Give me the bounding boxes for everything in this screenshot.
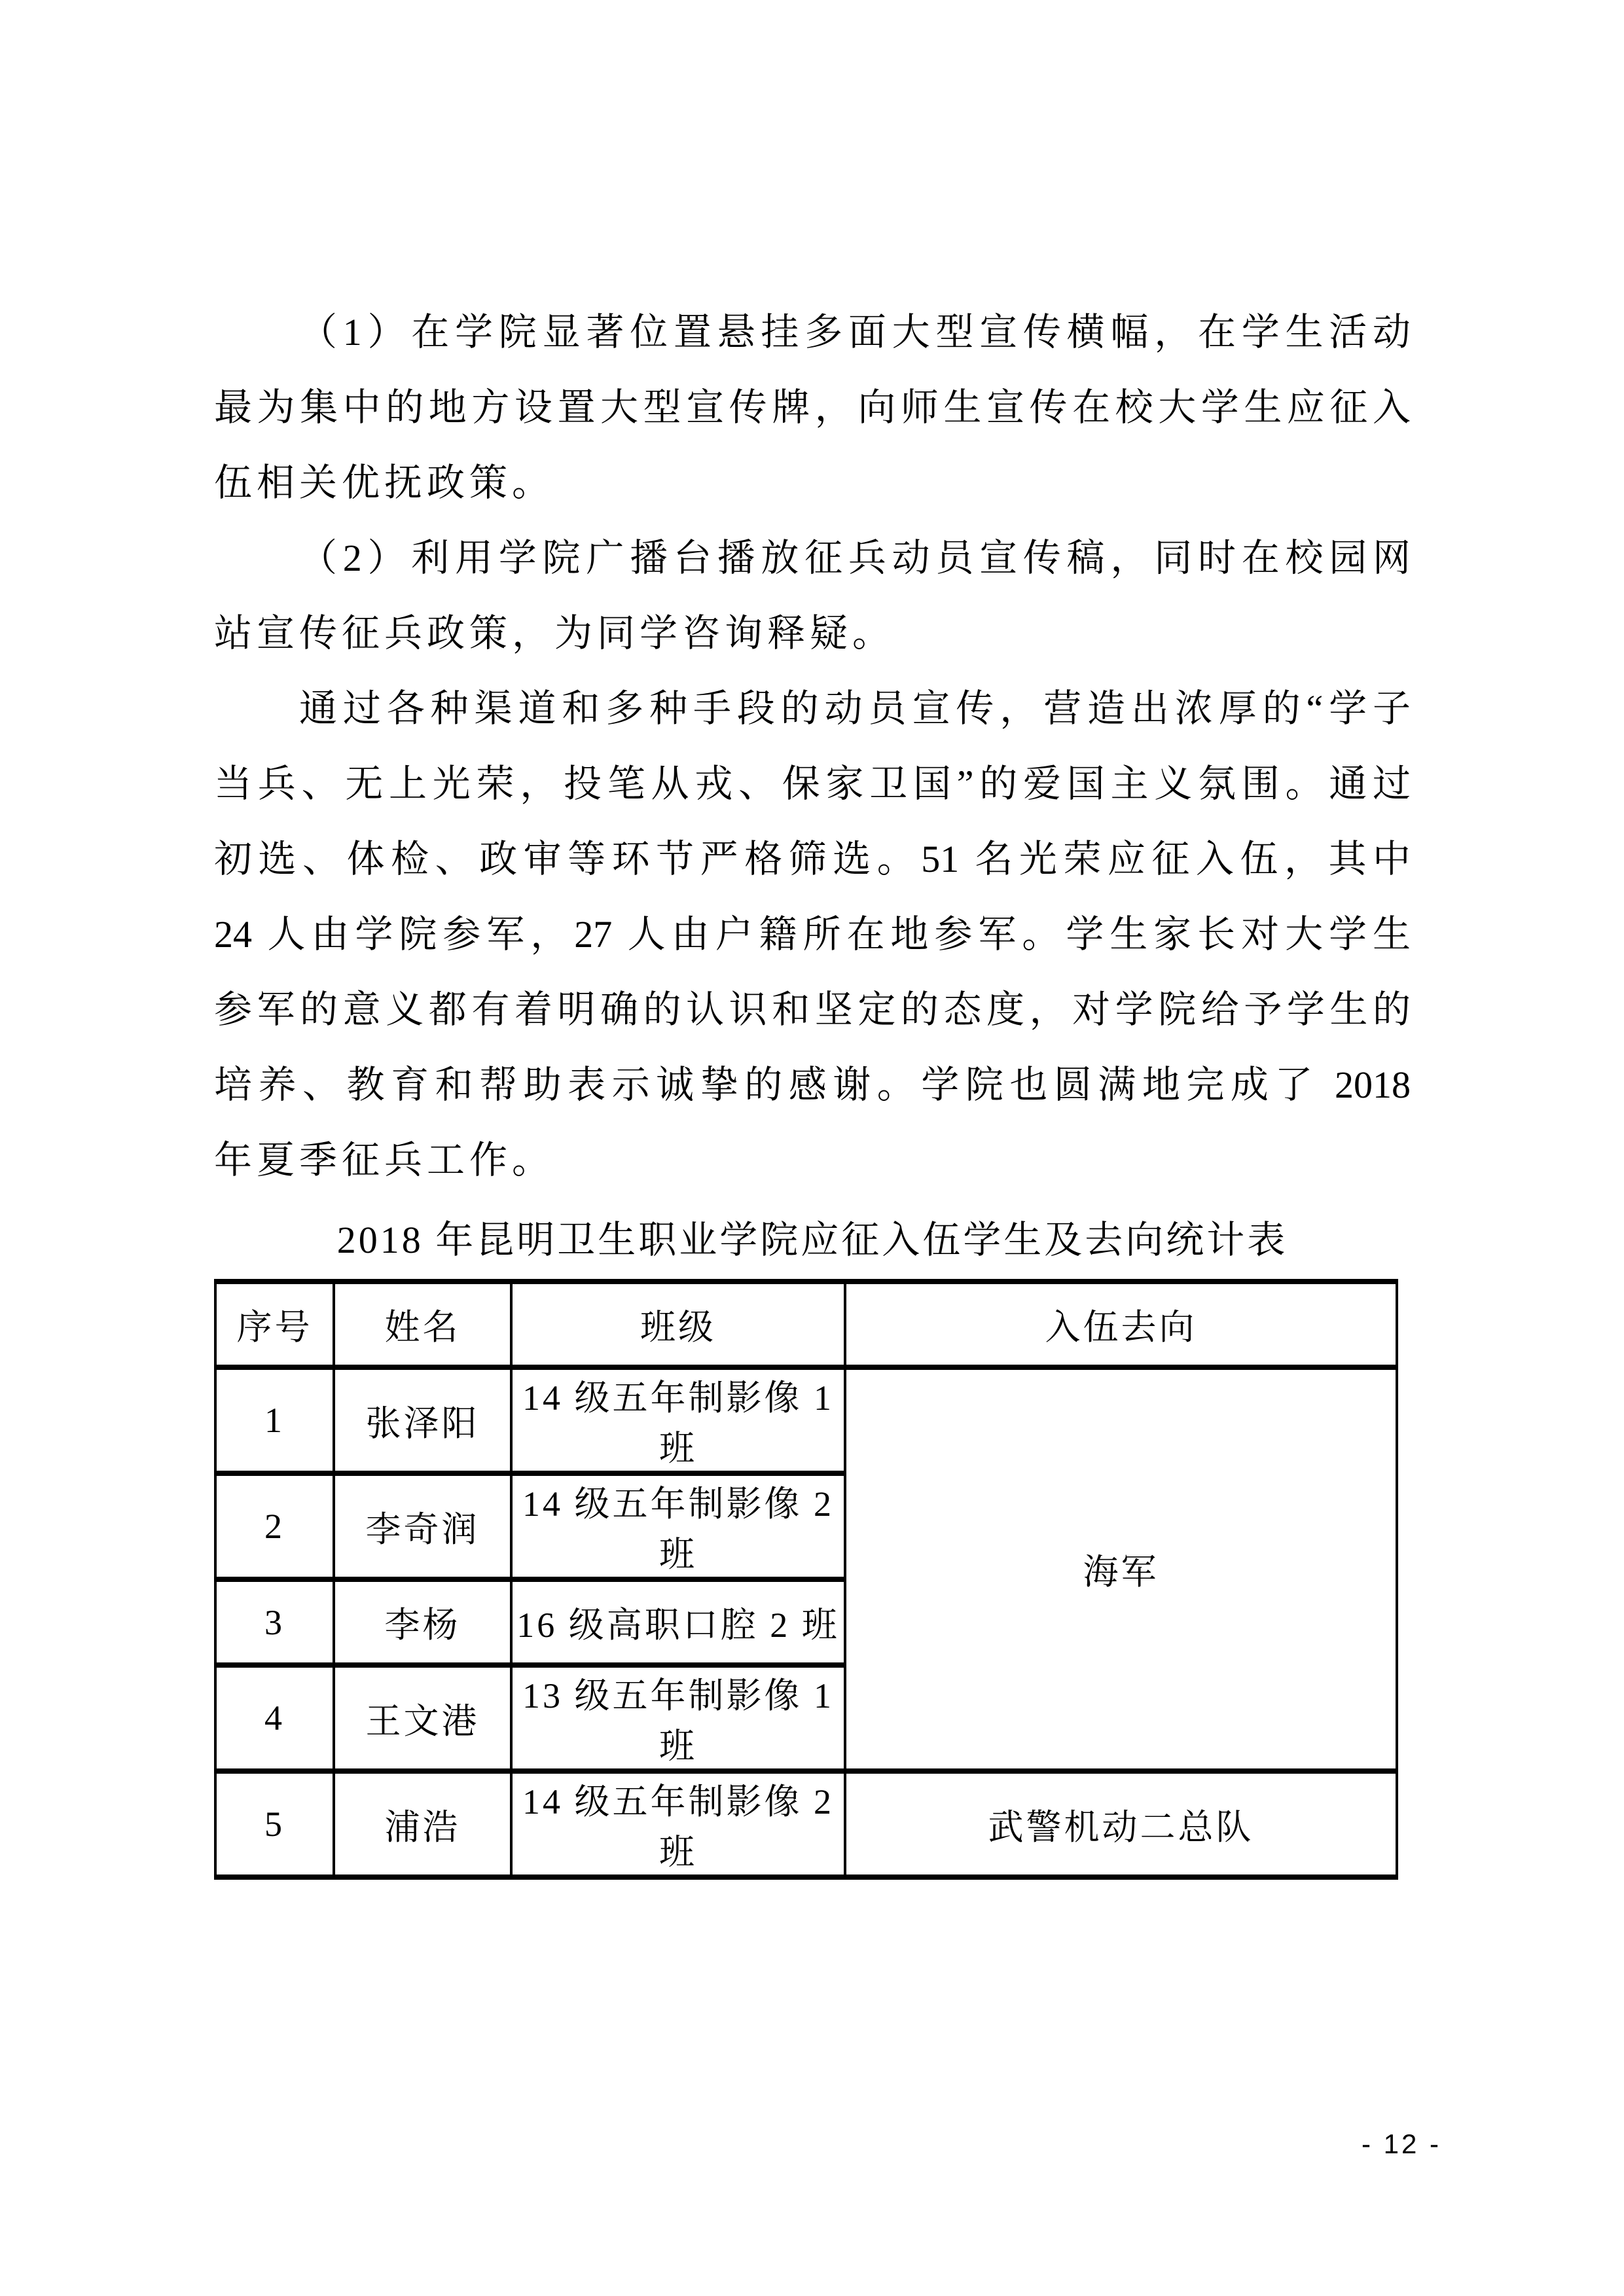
cell-class: 13 级五年制影像 1 班 [511,1665,845,1771]
cell-class: 16 级高职口腔 2 班 [511,1579,845,1665]
cell-class: 14 级五年制影像 1 班 [511,1367,845,1473]
body-line: 站宣传征兵政策，为同学咨询释疑。 [214,612,895,655]
body-line: 初选、体检、政审等环节严格筛选。51 名光荣应征入伍，其中 [214,838,1411,880]
header-no: 序号 [215,1282,334,1367]
body-line: 当兵、无上光荣，投笔从戎、保家卫国”的爱国主义氛围。通过 [214,762,1411,805]
cell-destination: 武警机动二总队 [845,1771,1397,1877]
table-header-row [215,1282,1397,1367]
body-line: 培养、教育和帮助表示诚挚的感谢。学院也圆满地完成了 2018 [214,1064,1411,1106]
merged-cell-destination: 海军 [845,1367,1397,1771]
table-title: 2018 年昆明卫生职业学院应征入伍学生及去向统计表 [336,1219,1288,1261]
body-line: 最为集中的地方设置大型宣传牌，向师生宣传在校大学生应征入 [214,386,1411,429]
cell-no: 4 [215,1665,334,1771]
cell-name: 王文港 [334,1665,511,1771]
cell-no: 3 [215,1579,334,1665]
cell-name: 李杨 [334,1579,511,1665]
body-text-block [214,295,1411,1198]
enlistment-table [214,1279,1398,1880]
body-line: 通过各种渠道和多种手段的动员宣传，营造出浓厚的“学子 [299,687,1411,730]
cell-no: 5 [215,1771,334,1877]
body-line: 年夏季征兵工作。 [214,1139,555,1181]
body-line: （1）在学院显著位置悬挂多面大型宣传横幅，在学生活动 [299,311,1411,353]
cell-no: 1 [215,1367,334,1473]
body-line: （2）利用学院广播台播放征兵动员宣传稿，同时在校园网 [299,537,1411,579]
cell-class: 14 级五年制影像 2 班 [511,1771,845,1877]
body-line: 24 人由学院参军，27 人由户籍所在地参军。学生家长对大学生 [214,913,1411,956]
cell-name: 李奇润 [334,1473,511,1579]
cell-name: 张泽阳 [334,1367,511,1473]
header-class: 班级 [511,1282,845,1367]
header-name: 姓名 [334,1282,511,1367]
header-destination: 入伍去向 [845,1282,1397,1367]
cell-class: 14 级五年制影像 2 班 [511,1473,845,1579]
cell-no: 2 [215,1473,334,1579]
body-line: 参军的意义都有着明确的认识和坚定的态度，对学院给予学生的 [214,988,1411,1031]
table-row [215,1771,1397,1877]
body-line: 伍相关优抚政策。 [214,461,555,504]
page-number: - 12 - [1362,2128,1442,2159]
table-row [215,1367,1397,1473]
cell-name: 浦浩 [334,1771,511,1877]
